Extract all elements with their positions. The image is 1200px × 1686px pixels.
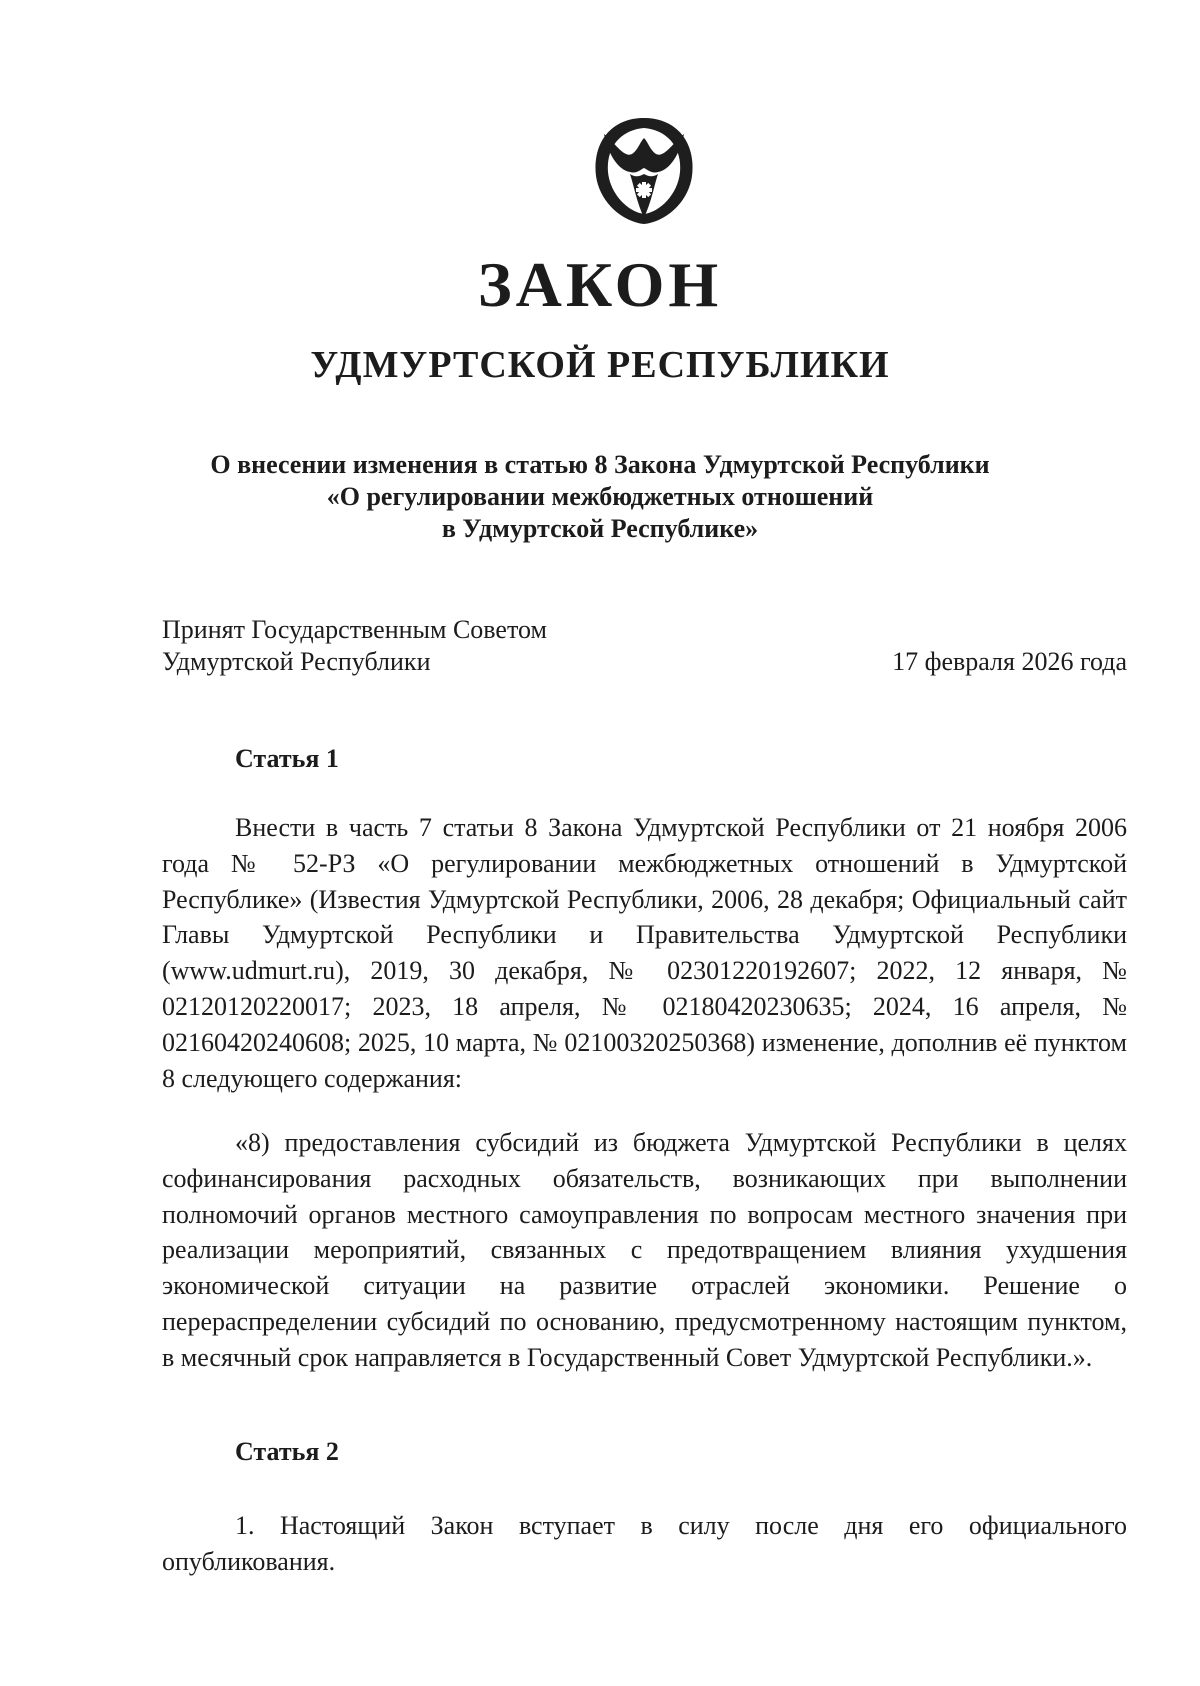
adoption-line: Принят Государственным Советом [162, 615, 547, 644]
document-subject [150, 449, 1050, 545]
subject-line: в Удмуртской Республике» [441, 514, 759, 543]
article-heading: Статья 2 [235, 1437, 339, 1466]
udmurtia-coat-of-arms-icon [590, 114, 698, 228]
article-paragraph: «8) предоставления субсидий из бюджета Удмуртской Республики в целях софинансирования расходных обязательств, возникающих при выполнении полномочий органов местного самоуправления по вопросам местного значения при реализации мероприятий, связанных с предотвращением влияния ухудшения экономической ситуации на развитие отраслей экономики. Решение о перераспределении субсидий по основанию, предусмотренному настоящим пунктом, в месячный срок направляется в Государственный Совет Удмуртской Республики.». [162, 1128, 1127, 1372]
subject-line: «О регулировании межбюджетных отношений [326, 482, 874, 511]
law-subtitle: УДМУРТСКОЙ РЕСПУБЛИКИ [310, 344, 890, 386]
adoption-date: 17 февраля 2026 года [892, 647, 1127, 676]
law-title: ЗАКОН [477, 249, 723, 320]
article-paragraph: 1. Настоящий Закон вступает в силу после дня его официального опубликования. [162, 1511, 1127, 1576]
adoption-info [162, 614, 547, 678]
article-paragraph: Внести в часть 7 статьи 8 Закона Удмуртской Республики от 21 ноября 2006 года № 52-РЗ «О регулировании межбюджетных отношений в Удмуртской Республике» (Известия Удмуртской Республики, 2006, 28 декабря; Официальный сайт Главы Удмуртской Республики и Правительства Удмуртской Республики (www.udmurt.ru), 2019, 30 декабря, № 02301220192607; 2022, 12 января, № 02120120220017; 2023, 18 апреля, № 02180420230635; 2024, 16 апреля, № 02160420240608; 2025, 10 марта, № 02100320250368) изменение, дополнив её пунктом 8 следующего содержания: [162, 813, 1127, 1093]
adoption-line: Удмуртской Республики [162, 647, 431, 676]
article-heading: Статья 1 [235, 744, 339, 773]
subject-line: О внесении изменения в статью 8 Закона Удмуртской Республики [210, 450, 990, 479]
